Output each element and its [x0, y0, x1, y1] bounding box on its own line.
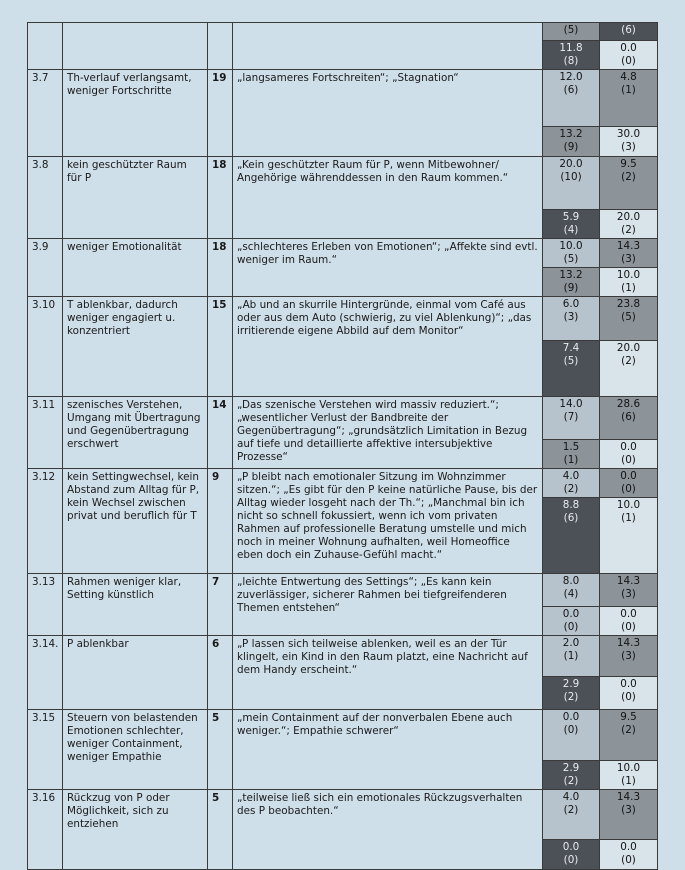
value-percent: 6.0 [562, 298, 580, 310]
value-percent: 0.0 [562, 608, 580, 620]
value-cell [600, 574, 658, 607]
table-row [28, 397, 658, 440]
row-id [28, 23, 63, 70]
value-count: (1) [621, 512, 636, 524]
row-id: 3.9 [28, 239, 63, 297]
value-cell [543, 574, 600, 607]
value-count: (2) [621, 171, 636, 183]
value-percent: 0.0 [562, 841, 580, 853]
value-cell [600, 157, 658, 210]
value-cell [600, 607, 658, 636]
value-cell [543, 70, 600, 127]
value-percent: 10.0 [559, 240, 583, 252]
row-description: kein geschützter Raum für P [63, 157, 208, 239]
value-count: (9) [563, 282, 579, 294]
value-percent: (6) [621, 24, 636, 36]
value-count: (2) [563, 483, 579, 495]
row-description: Rückzug von P oder Möglichkeit, sich zu entziehen [63, 790, 208, 870]
value-count: (2) [563, 775, 579, 787]
value-cell [543, 397, 600, 440]
row-quote: „Das szenische Verstehen wird massiv reduziert.“; „wesentlicher Verlust der Bandbreite der Gegenübertragung“; „grundsätzlich Limitation in Bezug auf tiefe und detaillierte affektive intersubjektive Prozesse“ [233, 397, 543, 469]
value-count: (0) [563, 724, 579, 736]
value-cell [600, 23, 658, 41]
value-percent: 2.9 [562, 678, 580, 690]
value-percent: 0.0 [620, 608, 637, 620]
value-cell [600, 70, 658, 127]
row-quote: „teilweise ließ sich ein emotionales Rückzugsverhalten des P beobachten.“ [233, 790, 543, 870]
results-table [27, 22, 658, 870]
row-count: 7 [208, 574, 233, 636]
value-cell [543, 607, 600, 636]
value-percent: 12.0 [559, 71, 583, 83]
row-count [208, 23, 233, 70]
value-percent: 0.0 [620, 678, 637, 690]
value-cell [600, 239, 658, 268]
row-count: 5 [208, 710, 233, 790]
value-cell [543, 157, 600, 210]
value-percent: 20.0 [616, 211, 641, 223]
table-row [28, 157, 658, 210]
value-cell [543, 23, 600, 41]
value-cell [543, 710, 600, 761]
value-count: (0) [563, 621, 579, 633]
value-percent: 0.0 [620, 841, 637, 853]
value-percent: 23.8 [616, 298, 641, 310]
value-cell [600, 127, 658, 157]
row-description: szenisches Verstehen, Umgang mit Übertragung und Gegenübertragung erschwert [63, 397, 208, 469]
row-count: 14 [208, 397, 233, 469]
row-description: Rahmen weniger klar, Setting künstlich [63, 574, 208, 636]
value-count: (0) [621, 483, 636, 495]
value-count: (0) [621, 691, 636, 703]
value-percent: 14.3 [616, 240, 641, 252]
value-count: (2) [621, 724, 636, 736]
value-percent: 0.0 [620, 42, 637, 54]
value-cell [543, 677, 600, 710]
value-count: (3) [621, 253, 636, 265]
row-quote [233, 23, 543, 70]
row-description: Steuern von belastenden Emotionen schlechter, weniger Containment, weniger Empathie [63, 710, 208, 790]
value-count: (6) [563, 512, 579, 524]
value-count: (8) [563, 55, 579, 67]
value-count: (6) [563, 84, 579, 96]
value-percent: 30.0 [616, 128, 641, 140]
value-count: (4) [563, 588, 579, 600]
value-count: (2) [621, 355, 636, 367]
value-cell [600, 341, 658, 397]
value-percent: 28.6 [616, 398, 641, 410]
value-percent: 14.3 [616, 575, 641, 587]
row-count: 15 [208, 297, 233, 397]
row-quote: „Kein geschützter Raum für P, wenn Mitbewohner/ Angehörige währenddessen in den Raum kommen.“ [233, 157, 543, 239]
row-quote: „leichte Entwertung des Settings“; „Es kann kein zuverlässiger, sicherer Rahmen bei tiefgreifenderen Themen entstehen“ [233, 574, 543, 636]
value-count: (3) [621, 141, 636, 153]
value-percent: 14.0 [559, 398, 583, 410]
value-cell [600, 677, 658, 710]
row-id: 3.11 [28, 397, 63, 469]
value-count: (3) [621, 650, 636, 662]
value-percent: 4.0 [562, 791, 580, 803]
row-count: 18 [208, 157, 233, 239]
value-count: (5) [563, 355, 579, 367]
value-cell [543, 297, 600, 341]
value-cell [543, 341, 600, 397]
value-percent: 9.5 [620, 711, 637, 723]
value-cell [543, 761, 600, 790]
table-row [28, 297, 658, 341]
row-count: 6 [208, 636, 233, 710]
value-percent: 13.2 [559, 269, 583, 281]
value-count: (2) [563, 804, 579, 816]
table-row [28, 574, 658, 607]
table-row [28, 790, 658, 840]
value-cell [543, 41, 600, 70]
value-percent: 4.8 [620, 71, 637, 83]
value-cell [543, 790, 600, 840]
value-percent: (5) [563, 24, 579, 36]
value-percent: 14.3 [616, 791, 641, 803]
value-cell [600, 297, 658, 341]
table-row [28, 23, 658, 41]
value-percent: 0.0 [620, 441, 637, 453]
row-id: 3.8 [28, 157, 63, 239]
value-count: (2) [621, 224, 636, 236]
value-cell [600, 41, 658, 70]
value-count: (0) [621, 854, 636, 866]
row-id: 3.14. [28, 636, 63, 710]
value-percent: 14.3 [616, 637, 641, 649]
value-percent: 0.0 [562, 711, 580, 723]
value-cell [600, 469, 658, 498]
value-cell [600, 636, 658, 677]
value-cell [600, 440, 658, 469]
value-cell [600, 397, 658, 440]
value-percent: 8.8 [562, 499, 580, 511]
value-percent: 7.4 [562, 342, 580, 354]
value-percent: 20.0 [559, 158, 583, 170]
value-cell [543, 127, 600, 157]
row-id: 3.7 [28, 70, 63, 157]
row-description: P ablenkbar [63, 636, 208, 710]
value-percent: 11.8 [559, 42, 583, 54]
value-percent: 1.5 [562, 441, 580, 453]
value-cell [600, 790, 658, 840]
value-count: (6) [621, 411, 636, 423]
row-id: 3.12 [28, 469, 63, 574]
value-cell [543, 840, 600, 870]
row-description [63, 23, 208, 70]
table-row [28, 70, 658, 127]
row-id: 3.10 [28, 297, 63, 397]
value-count: (7) [563, 411, 579, 423]
value-percent: 10.0 [616, 269, 641, 281]
value-count: (3) [563, 311, 579, 323]
value-cell [543, 210, 600, 239]
row-quote: „Ab und an skurrile Hintergründe, einmal vom Café aus oder aus dem Auto (schwierig, zu viel Ablenkung)“; „das irritierende eigene Abbild auf dem Monitor“ [233, 297, 543, 397]
row-count: 19 [208, 70, 233, 157]
value-percent: 13.2 [559, 128, 583, 140]
value-count: (0) [563, 854, 579, 866]
row-count: 18 [208, 239, 233, 297]
value-cell [543, 636, 600, 677]
row-quote: „P bleibt nach emotionaler Sitzung im Wohnzimmer sitzen.“; „Es gibt für den P keine natürliche Pause, bis der Alltag wieder losgeht nach der Th.“; „Manchmal bin ich nicht so schnell fokussiert, wenn ich vom privaten Rahmen auf professionelle Beratung umstelle und mich noch in meiner Wohnung aufhalten, weil Homeoffice eben doch ein Zuhause-Gefühl macht.“ [233, 469, 543, 574]
value-count: (5) [563, 253, 579, 265]
value-count: (0) [621, 55, 636, 67]
value-cell [543, 498, 600, 574]
value-count: (1) [621, 84, 636, 96]
value-cell [600, 761, 658, 790]
value-percent: 2.0 [562, 637, 580, 649]
row-id: 3.13 [28, 574, 63, 636]
value-cell [543, 268, 600, 297]
value-cell [543, 239, 600, 268]
value-count: (2) [563, 691, 579, 703]
value-cell [600, 498, 658, 574]
value-percent: 20.0 [616, 342, 641, 354]
value-percent: 5.9 [562, 211, 580, 223]
value-cell [543, 440, 600, 469]
value-count: (10) [560, 171, 582, 183]
row-description: kein Settingwechsel, kein Abstand zum Alltag für P, kein Wechsel zwischen privat und beruflich für T [63, 469, 208, 574]
value-count: (9) [563, 141, 579, 153]
table-row [28, 239, 658, 268]
value-percent: 2.9 [562, 762, 580, 774]
value-percent: 10.0 [616, 762, 641, 774]
value-cell [600, 710, 658, 761]
value-count: (0) [621, 621, 636, 633]
row-count: 5 [208, 790, 233, 870]
row-description: T ablenkbar, dadurch weniger engagiert u. konzentriert [63, 297, 208, 397]
value-count: (1) [563, 454, 579, 466]
row-description: weniger Emotionalität [63, 239, 208, 297]
row-quote: „P lassen sich teilweise ablenken, weil es an der Tür klingelt, ein Kind in den Raum platzt, eine Nachricht auf dem Handy erscheint.“ [233, 636, 543, 710]
value-cell [600, 210, 658, 239]
value-count: (3) [621, 588, 636, 600]
row-quote: „schlechteres Erleben von Emotionen“; „Affekte sind evtl. weniger im Raum.“ [233, 239, 543, 297]
value-count: (4) [563, 224, 579, 236]
value-percent: 0.0 [620, 470, 637, 482]
value-count: (5) [621, 311, 636, 323]
table-row [28, 636, 658, 677]
value-count: (0) [621, 454, 636, 466]
value-percent: 10.0 [616, 499, 641, 511]
value-count: (1) [563, 650, 579, 662]
row-quote: „langsameres Fortschreiten“; „Stagnation“ [233, 70, 543, 157]
value-percent: 4.0 [562, 470, 580, 482]
value-count: (1) [621, 282, 636, 294]
row-id: 3.16 [28, 790, 63, 870]
value-count: (1) [621, 775, 636, 787]
row-quote: „mein Containment auf der nonverbalen Ebene auch weniger.“; Empathie schwerer“ [233, 710, 543, 790]
value-cell [543, 469, 600, 498]
value-percent: 9.5 [620, 158, 637, 170]
value-percent: 8.0 [562, 575, 580, 587]
value-cell [600, 840, 658, 870]
value-count: (3) [621, 804, 636, 816]
value-cell [600, 268, 658, 297]
row-description: Th-verlauf verlangsamt, weniger Fortschritte [63, 70, 208, 157]
row-id: 3.15 [28, 710, 63, 790]
table-row [28, 710, 658, 761]
table-row [28, 469, 658, 498]
row-count: 9 [208, 469, 233, 574]
